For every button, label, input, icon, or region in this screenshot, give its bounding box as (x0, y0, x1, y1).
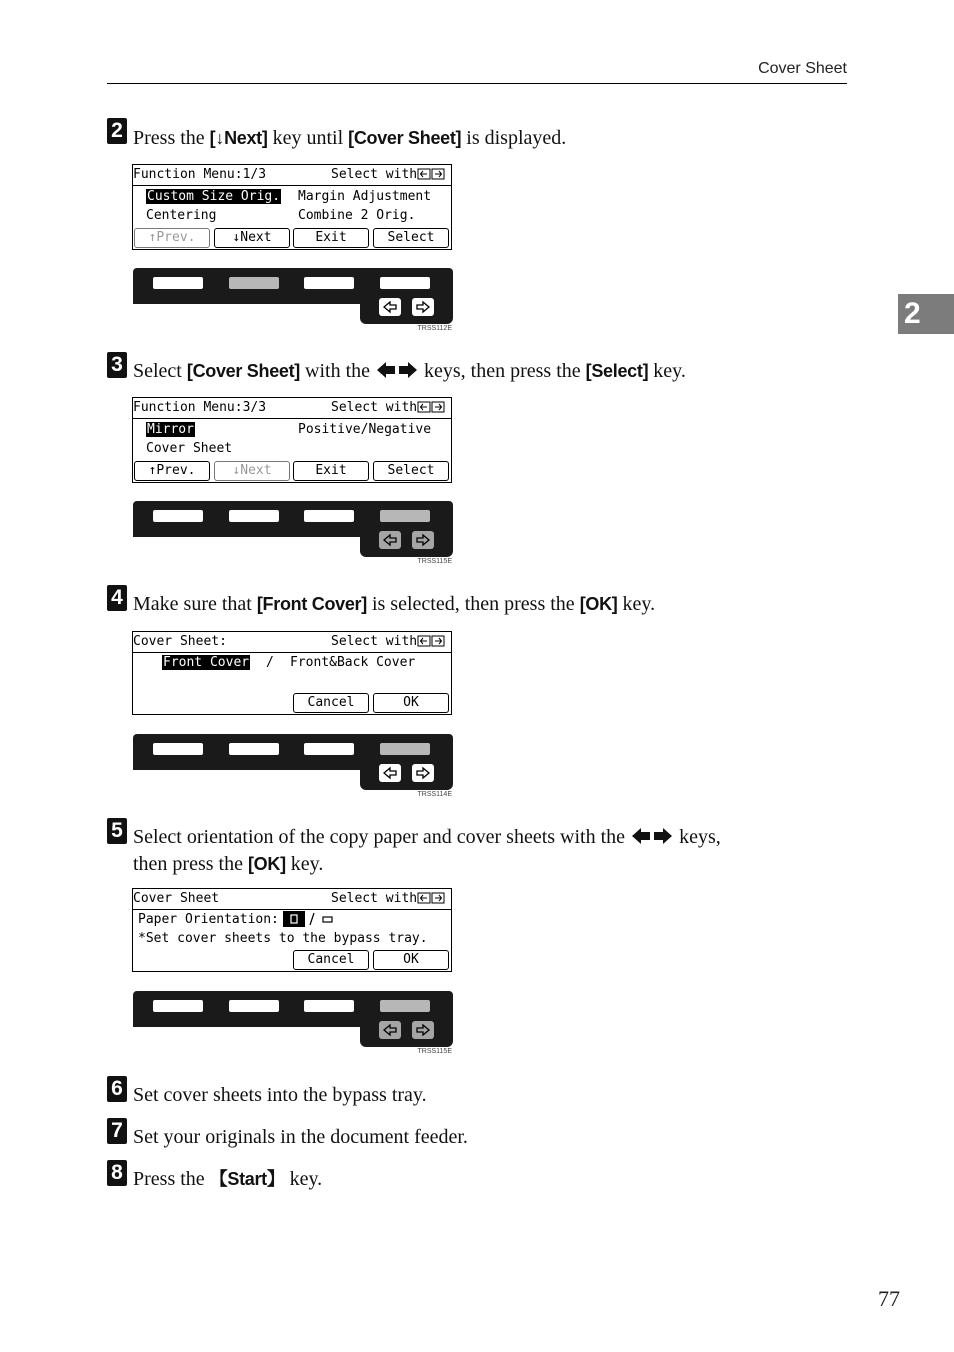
lcd-hint (331, 891, 445, 909)
left-arrow-icon (382, 766, 398, 780)
text: with the (300, 360, 376, 382)
control-panel (133, 991, 453, 1047)
hint-text: Select with (331, 400, 418, 415)
bypass-tray-note: *Set cover sheets to the bypass tray. (138, 931, 428, 946)
selection-key-4[interactable] (380, 1000, 430, 1012)
step-instruction (133, 359, 686, 386)
text: is displayed. (461, 127, 567, 149)
right-arrow-key[interactable] (412, 298, 434, 316)
text: key. (648, 360, 686, 382)
lcd-option[interactable]: Margin Adjustment (298, 189, 432, 204)
right-arrow-icon (415, 766, 431, 780)
text: Select (133, 360, 187, 382)
landscape-orientation-option[interactable] (321, 911, 335, 927)
panel-tab (360, 288, 453, 324)
text: Set your originals in the document feeder. (133, 1126, 468, 1148)
selection-key-1[interactable] (153, 743, 203, 755)
key-label: [OK] (579, 594, 618, 614)
lcd-divider (133, 185, 451, 186)
text: key until (267, 127, 349, 149)
left-arrow-key[interactable] (379, 764, 401, 782)
right-arrow-key[interactable] (412, 764, 434, 782)
key-label: [Cover Sheet] (186, 361, 301, 381)
panel-tab (360, 1011, 453, 1047)
exit-button[interactable]: Exit (293, 228, 369, 248)
step-number: 8 (107, 1160, 127, 1186)
key-label: [Cover Sheet] (348, 128, 462, 148)
lcd-option[interactable]: Positive/Negative (298, 422, 432, 437)
cancel-button[interactable]: Cancel (293, 693, 369, 713)
cancel-button[interactable]: Cancel (293, 950, 369, 970)
left-arrow-key[interactable] (379, 1021, 401, 1039)
front-back-cover-option[interactable]: Front&Back Cover (290, 655, 416, 670)
arrow-keys-icon (375, 360, 419, 386)
text: Select orientation of the copy paper and cover sheets with the (133, 826, 631, 848)
prev-button[interactable]: ↑Prev. (134, 228, 210, 248)
hint-text: Select with (331, 891, 418, 906)
right-arrow-icon (415, 1023, 431, 1037)
selection-key-3[interactable] (304, 743, 354, 755)
selected-option[interactable]: Front Cover (163, 655, 250, 670)
selection-key-4[interactable] (380, 510, 430, 522)
text: Make sure that (133, 593, 257, 615)
next-button[interactable]: ↓Next (214, 461, 290, 481)
text: keys, (674, 826, 721, 848)
instruction-line (133, 825, 853, 852)
left-arrow-icon (382, 300, 398, 314)
control-panel (133, 268, 453, 324)
lcd-hint (331, 400, 445, 418)
selection-key-2[interactable] (229, 277, 279, 289)
figure-code: TRSS114E (417, 791, 452, 798)
lcd-title: Cover Sheet: (133, 634, 227, 649)
lcd-title: Function Menu:3/3 (133, 400, 267, 415)
select-button[interactable]: Select (373, 461, 449, 481)
lcd-screen (132, 164, 452, 250)
right-arrow-icon (415, 533, 431, 547)
key-label: [Front Cover] (256, 594, 367, 614)
selection-key-1[interactable] (153, 510, 203, 522)
lcd-screen (132, 397, 452, 483)
arrow-keys-icon (417, 168, 445, 185)
lcd-option[interactable]: Centering (146, 208, 217, 223)
step-instruction (133, 592, 655, 616)
figure-code: TRSS115E (417, 558, 452, 565)
panel-tab (360, 521, 453, 557)
figure-code: TRSS115E (417, 1048, 452, 1055)
prev-button[interactable]: ↑Prev. (134, 461, 210, 481)
exit-button[interactable]: Exit (293, 461, 369, 481)
text: Press the (133, 127, 210, 149)
step-instruction (133, 1083, 427, 1107)
front-cover-option[interactable] (162, 655, 250, 671)
lcd-title: Cover Sheet (133, 891, 220, 906)
lcd-option[interactable]: Combine 2 Orig. (298, 208, 416, 223)
control-panel (133, 501, 453, 557)
arrow-keys-icon (630, 826, 674, 852)
lcd-title: Function Menu:1/3 (133, 167, 267, 182)
right-arrow-icon (415, 300, 431, 314)
selection-key-2[interactable] (229, 1000, 279, 1012)
step-instruction (133, 825, 853, 876)
left-arrow-key[interactable] (379, 531, 401, 549)
step-number: 7 (107, 1118, 127, 1144)
header-rule (107, 83, 847, 84)
paper-orientation-label: Paper Orientation: (138, 912, 279, 927)
selected-option[interactable]: Mirror (147, 422, 194, 437)
text: is selected, then press the (366, 593, 580, 615)
key-label: [↓Next] (209, 128, 268, 148)
text: key. (285, 853, 324, 875)
key-label: [Select] (585, 361, 649, 381)
left-arrow-icon (382, 1023, 398, 1037)
text: then press the (133, 853, 248, 875)
lcd-option[interactable]: Cover Sheet (146, 441, 233, 456)
selection-key-1[interactable] (153, 1000, 203, 1012)
lcd-hint (331, 167, 445, 185)
left-arrow-key[interactable] (379, 298, 401, 316)
text: keys, then press the (419, 360, 586, 382)
control-panel (133, 734, 453, 790)
arrow-keys-icon (417, 401, 445, 418)
selection-key-3[interactable] (304, 1000, 354, 1012)
portrait-orientation-option[interactable] (283, 911, 305, 927)
next-button[interactable]: ↓Next (214, 228, 290, 248)
text: key. (617, 593, 656, 615)
selection-key-1[interactable] (153, 277, 203, 289)
step-number: 5 (107, 818, 127, 844)
chapter-tab: 2 (898, 294, 954, 334)
ok-button[interactable]: OK (373, 693, 449, 713)
lcd-divider (133, 652, 451, 653)
step-instruction (133, 1167, 322, 1191)
lcd-screen (132, 631, 452, 715)
figure-code: TRSS112E (417, 325, 452, 332)
step-instruction (133, 1125, 468, 1149)
key-label: 【Start】 (209, 1169, 285, 1189)
lcd-divider (133, 909, 451, 910)
right-arrow-key[interactable] (412, 1021, 434, 1039)
arrow-keys-icon (417, 635, 445, 652)
selection-key-3[interactable] (304, 510, 354, 522)
ok-button[interactable]: OK (373, 950, 449, 970)
lcd-divider (133, 418, 451, 419)
text: key. (284, 1168, 323, 1190)
step-number: 2 (107, 118, 127, 144)
text: Set cover sheets into the bypass tray. (133, 1084, 427, 1106)
hint-text: Select with (331, 634, 418, 649)
lcd-option[interactable] (146, 422, 195, 438)
step-number: 4 (107, 585, 127, 611)
hint-text: Select with (331, 167, 418, 182)
selection-key-2[interactable] (229, 743, 279, 755)
page-number: 77 (878, 1286, 900, 1311)
select-button[interactable]: Select (373, 228, 449, 248)
step-number: 6 (107, 1076, 127, 1102)
panel-tab (360, 754, 453, 790)
key-label: [OK] (247, 854, 286, 874)
right-arrow-key[interactable] (412, 531, 434, 549)
selection-key-4[interactable] (380, 743, 430, 755)
text: Press the (133, 1168, 210, 1190)
orientation-slash-icon (307, 911, 317, 927)
running-header: Cover Sheet (758, 60, 847, 77)
option-separator: / (266, 655, 274, 670)
selection-key-2[interactable] (229, 510, 279, 522)
arrow-keys-icon (417, 892, 445, 909)
step-instruction (133, 126, 566, 150)
lcd-hint (331, 634, 445, 652)
selected-option[interactable]: Custom Size Orig. (147, 189, 281, 204)
instruction-line (133, 852, 853, 876)
landscape-paper-icon (321, 911, 335, 927)
portrait-paper-icon (283, 911, 305, 927)
lcd-option[interactable] (146, 189, 281, 205)
left-arrow-icon (382, 533, 398, 547)
step-number: 3 (107, 352, 127, 378)
lcd-screen (132, 888, 452, 972)
selection-key-4[interactable] (380, 277, 430, 289)
selection-key-3[interactable] (304, 277, 354, 289)
